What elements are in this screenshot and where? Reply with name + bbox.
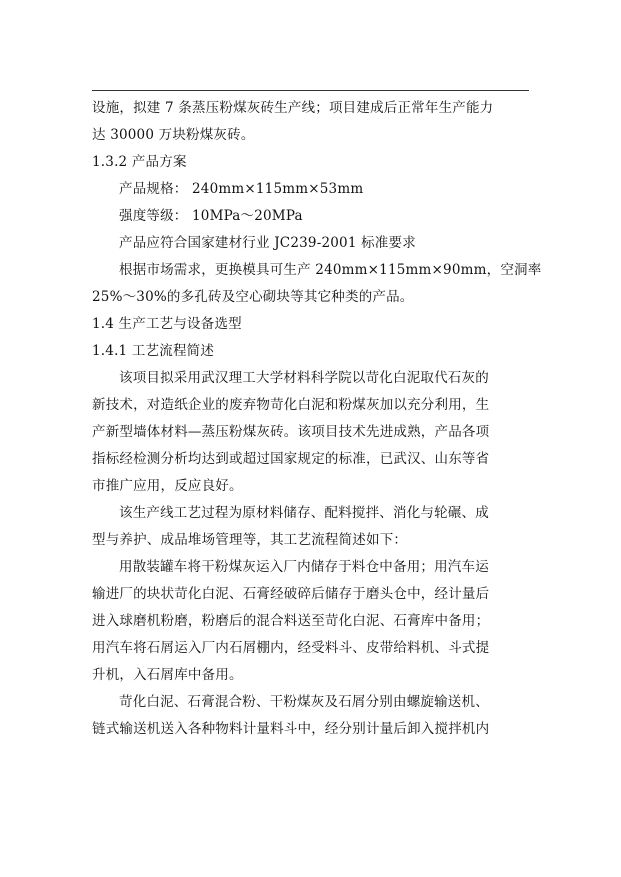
document-body	[92, 95, 542, 743]
text-line: 指标经检测分析均达到或超过国家规定的标准，已武汉、山东等省	[92, 451, 490, 467]
text-line: 产品规格： 240mm×115mm×53mm	[119, 181, 364, 197]
text-line: 用散装罐车将干粉煤灰运入厂内储存于料仓中备用；用汽车运	[119, 559, 489, 575]
text-line: 该生产线工艺过程为原材料储存、配料搅拌、消化与轮碾、成	[119, 505, 489, 521]
text-line: 产新型墙体材料—蒸压粉煤灰砖。该项目技术先进成熟，产品各项	[92, 424, 490, 440]
text-line: 25%～30%的多孔砖及空心砌块等其它种类的产品。	[92, 289, 414, 305]
text-line: 根据市场需求，更换模具可生产 240mm×115mm×90mm，空洞率	[119, 262, 542, 278]
text-line: 进入球磨机粉磨，粉磨后的混合料送至苛化白泥、石膏库中备用；	[92, 613, 490, 629]
text-line: 型与养护、成品堆场管理等，其工艺流程简述如下：	[92, 532, 408, 548]
text-line: 设施，拟建 7 条蒸压粉煤灰砖生产线；项目建成后正常年生产能力	[92, 100, 494, 116]
text-line: 产品应符合国家建材行业 JC239-2001 标准要求	[119, 235, 416, 251]
section-heading: 1.4.1 工艺流程简述	[92, 343, 215, 359]
text-line: 输进厂的块状苛化白泥、石膏经破碎后储存于磨头仓中，经计量后	[92, 586, 490, 602]
text-line: 强度等级： 10MPa～20MPa	[119, 208, 303, 224]
text-line: 用汽车将石屑运入厂内石屑棚内，经受料斗、皮带给料机、斗式提	[92, 640, 490, 656]
text-line: 达 30000 万块粉煤灰砖。	[92, 127, 255, 143]
text-line: 升机，入石屑库中备用。	[92, 667, 243, 683]
text-line: 新技术，对造纸企业的废弃物苛化白泥和粉煤灰加以充分利用，生	[92, 397, 490, 413]
header-rule	[92, 90, 529, 91]
text-line: 市推广应用，反应良好。	[92, 478, 243, 494]
section-heading: 1.4 生产工艺与设备选型	[92, 316, 242, 332]
text-line: 该项目拟采用武汉理工大学材料科学院以苛化白泥取代石灰的	[119, 370, 489, 386]
section-heading: 1.3.2 产品方案	[92, 154, 187, 170]
text-line: 苛化白泥、石膏混合粉、干粉煤灰及石屑分别由螺旋输送机、	[119, 694, 489, 710]
text-line: 链式输送机送入各种物料计量料斗中，经分别计量后卸入搅拌机内	[92, 721, 490, 737]
